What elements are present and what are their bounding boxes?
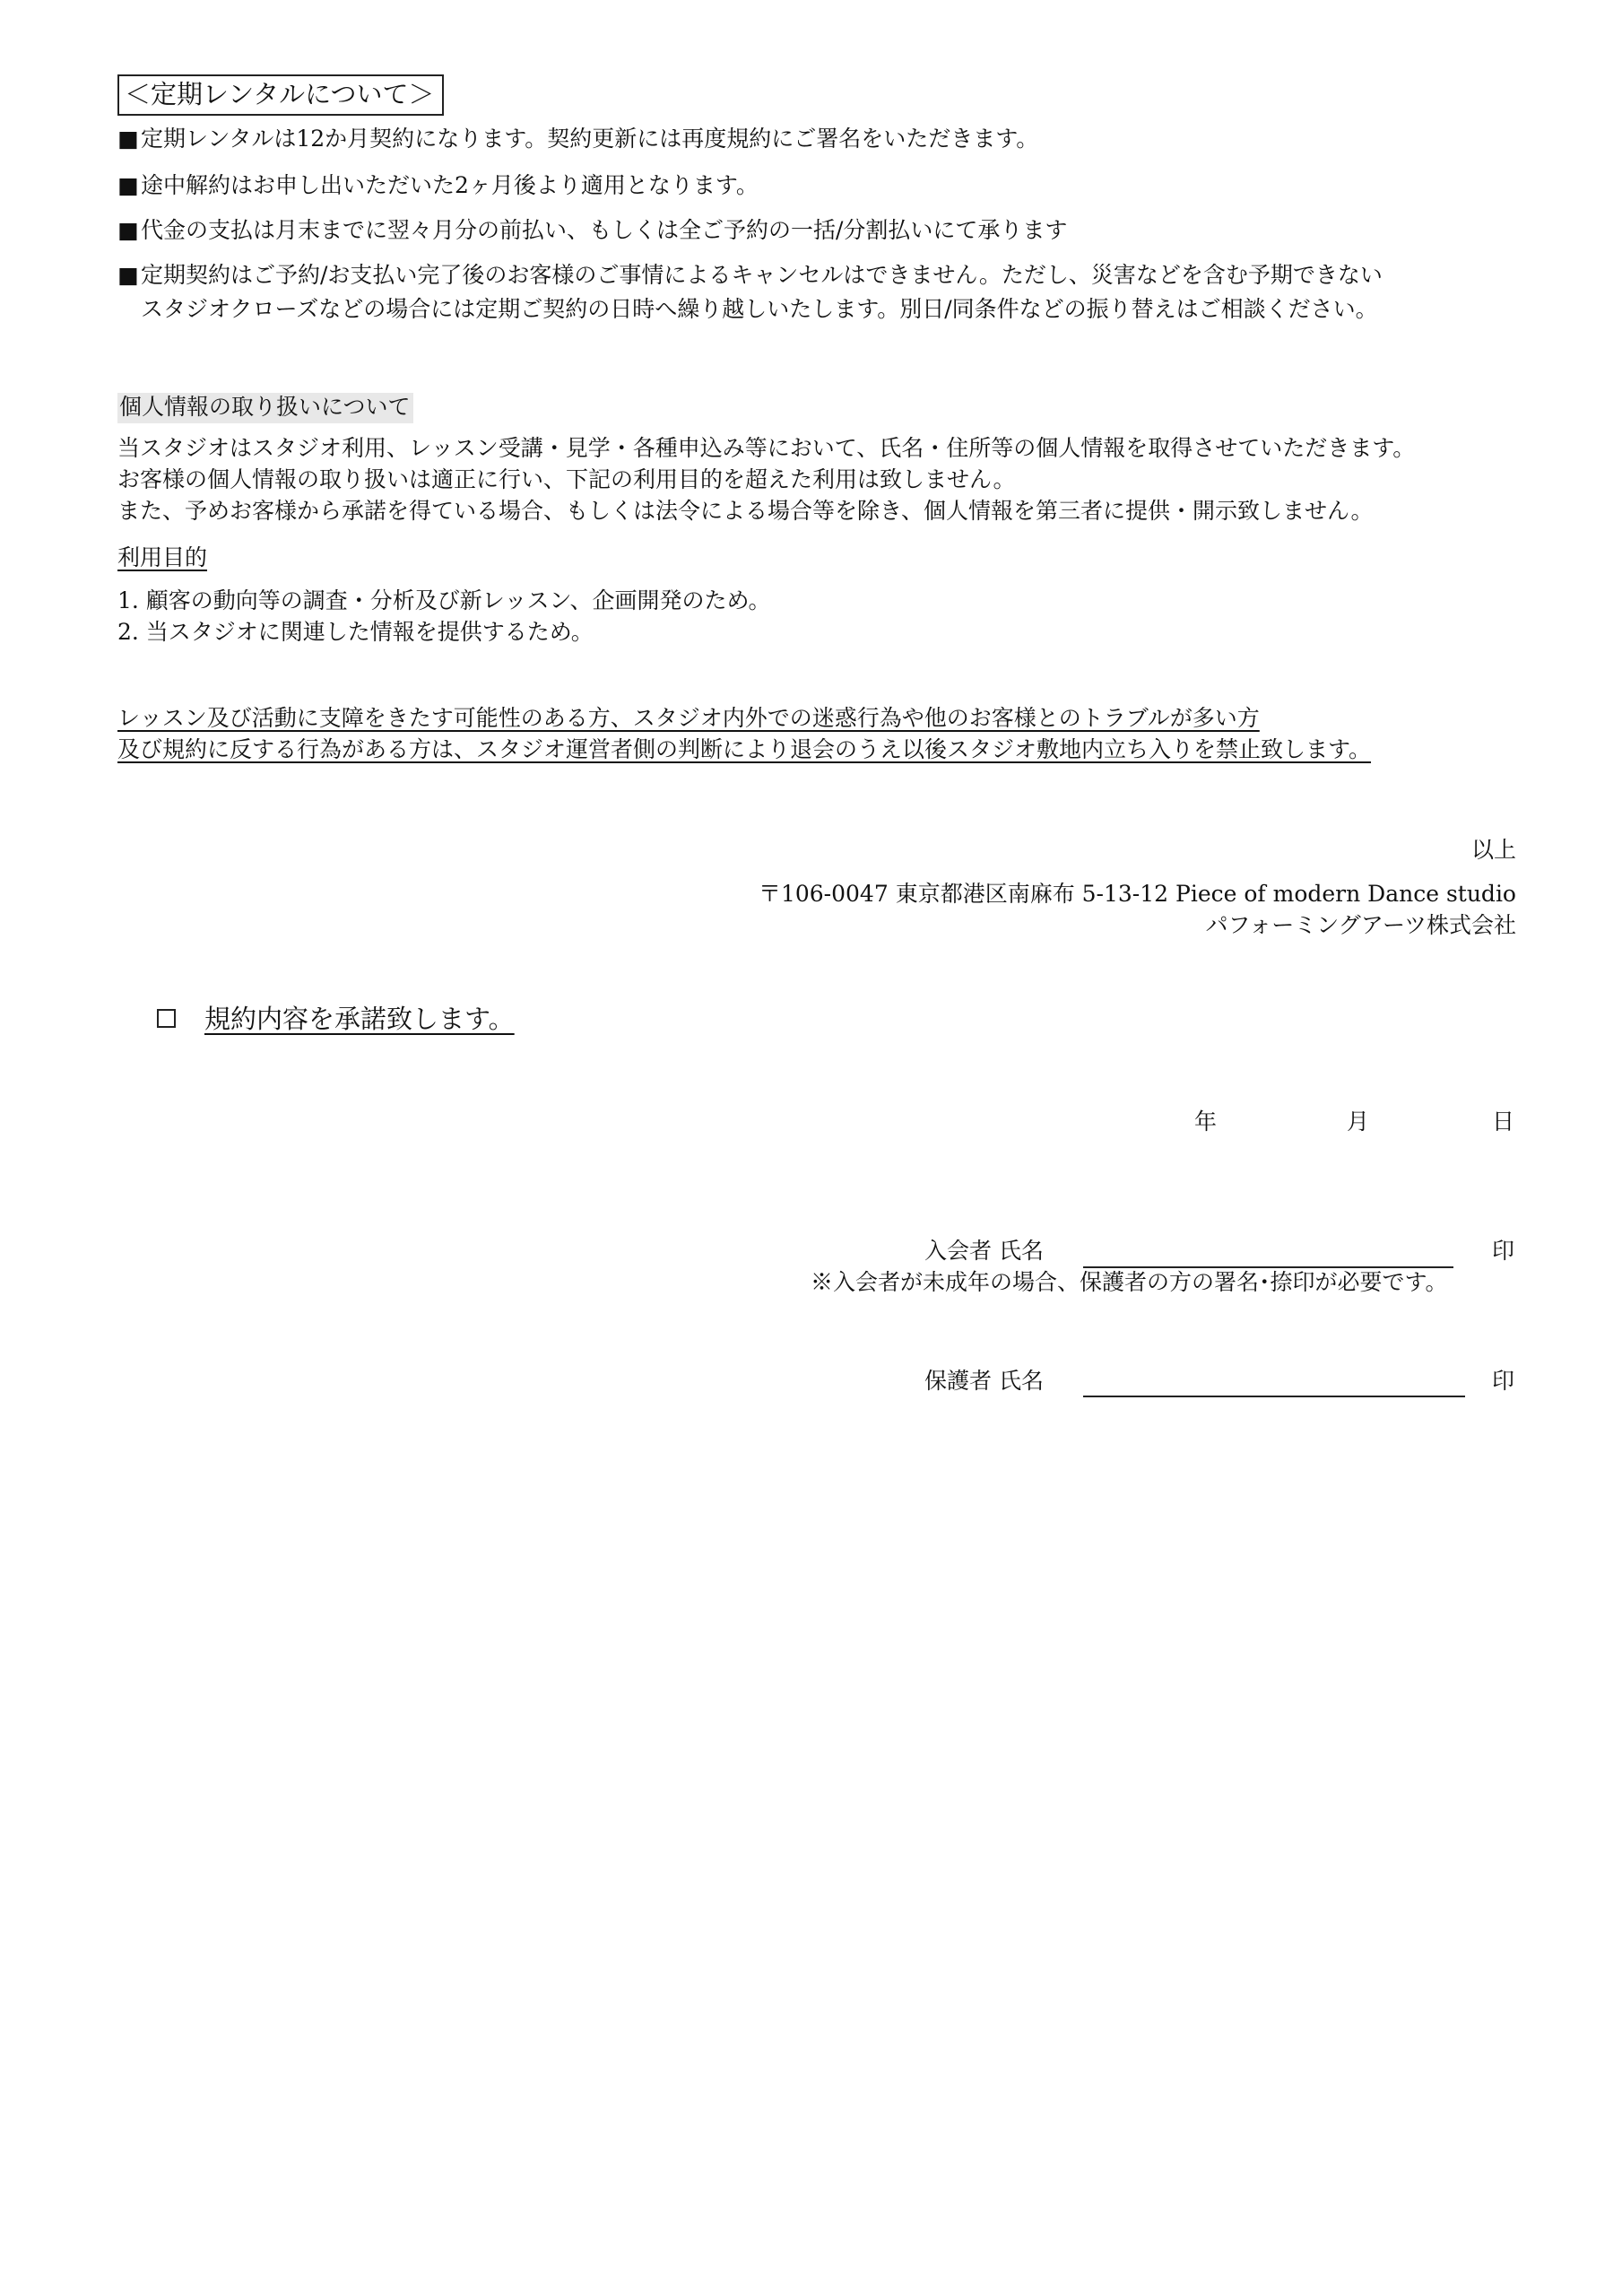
guardian-seal: 印 bbox=[1492, 1368, 1515, 1394]
rental-item-4 bbox=[117, 262, 1383, 289]
bullet-square-icon: ■ bbox=[117, 217, 139, 243]
privacy-paragraph-line: 当スタジオはスタジオ利用、レッスン受講・見学・各種申込み等において、氏名・住所等の個人情報を取得させていただきます。 bbox=[117, 435, 1416, 461]
rental-item-2 bbox=[117, 172, 759, 199]
agree-checkbox[interactable] bbox=[157, 1009, 176, 1028]
member-name-label: 入会者 氏名 bbox=[924, 1238, 1044, 1264]
rental-item-text: 定期契約はご予約/お支払い完了後のお客様のご事情によるキャンセルはできません。ただし、災害などを含む予期できない bbox=[141, 262, 1383, 288]
date-day-label: 日 bbox=[1492, 1109, 1515, 1135]
rental-item-text: 途中解約はお申し出いただいた2ヶ月後より適用となります。 bbox=[141, 172, 759, 198]
rental-item-3 bbox=[117, 217, 1067, 244]
rental-section-title: ＜定期レンタルについて＞ bbox=[117, 74, 444, 116]
warning-line: レッスン及び活動に支障をきたす可能性のある方、スタジオ内外での迷惑行為や他のお客様とのトラブルが多い方 bbox=[117, 705, 1260, 731]
rental-item-1 bbox=[117, 126, 1038, 152]
rental-item-4-continuation: スタジオクローズなどの場合には定期ご契約の日時へ繰り越しいたします。別日/同条件などの振り替えはご相談ください。 bbox=[141, 296, 1378, 322]
purpose-heading: 利用目的 bbox=[117, 544, 208, 570]
guardian-signature-line[interactable] bbox=[1083, 1396, 1465, 1397]
privacy-paragraph-line: お客様の個人情報の取り扱いは適正に行い、下記の利用目的を超えた利用は致しません。 bbox=[117, 466, 1016, 492]
privacy-heading: 個人情報の取り扱いについて bbox=[117, 393, 413, 423]
rental-item-text: 定期レンタルは12か月契約になります。契約更新には再度規約にご署名をいただきます。 bbox=[141, 126, 1039, 152]
privacy-paragraph-line: また、予めお客様から承諾を得ている場合、もしくは法令による場合等を除き、個人情報を第三者に提供・開示致しません。 bbox=[117, 498, 1374, 524]
guardian-name-label: 保護者 氏名 bbox=[924, 1368, 1044, 1394]
bullet-square-icon: ■ bbox=[117, 172, 139, 198]
purpose-item: 1. 顧客の動向等の調査・分析及び新レッスン、企画開発のため。 bbox=[117, 587, 771, 613]
warning-line: 及び規約に反する行為がある方は、スタジオ運営者側の判断により退会のうえ以後スタジオ敷地内立ち入りを禁止致します。 bbox=[117, 736, 1372, 762]
member-seal: 印 bbox=[1492, 1238, 1515, 1264]
bullet-square-icon: ■ bbox=[117, 126, 139, 152]
company-name: パフォーミングアーツ株式会社 bbox=[1205, 912, 1516, 938]
rental-item-text: 代金の支払は月末までに翌々月分の前払い、もしくは全ご予約の一括/分割払いにて承ります bbox=[141, 217, 1068, 243]
member-signature-line[interactable] bbox=[1083, 1266, 1453, 1268]
minor-note: ※入会者が未成年の場合、保護者の方の署名･捺印が必要です。 bbox=[811, 1269, 1448, 1295]
studio-address: 〒106-0047 東京都港区南麻布 5-13-12 Piece of modern Dance studio bbox=[758, 881, 1516, 907]
date-month-label: 月 bbox=[1347, 1109, 1370, 1135]
date-year-label: 年 bbox=[1194, 1109, 1218, 1135]
agree-label: 規約内容を承諾致します。 bbox=[204, 1004, 515, 1034]
bullet-square-icon: ■ bbox=[117, 262, 139, 288]
closing-ijou: 以上 bbox=[1470, 837, 1516, 863]
purpose-item: 2. 当スタジオに関連した情報を提供するため。 bbox=[117, 619, 594, 645]
